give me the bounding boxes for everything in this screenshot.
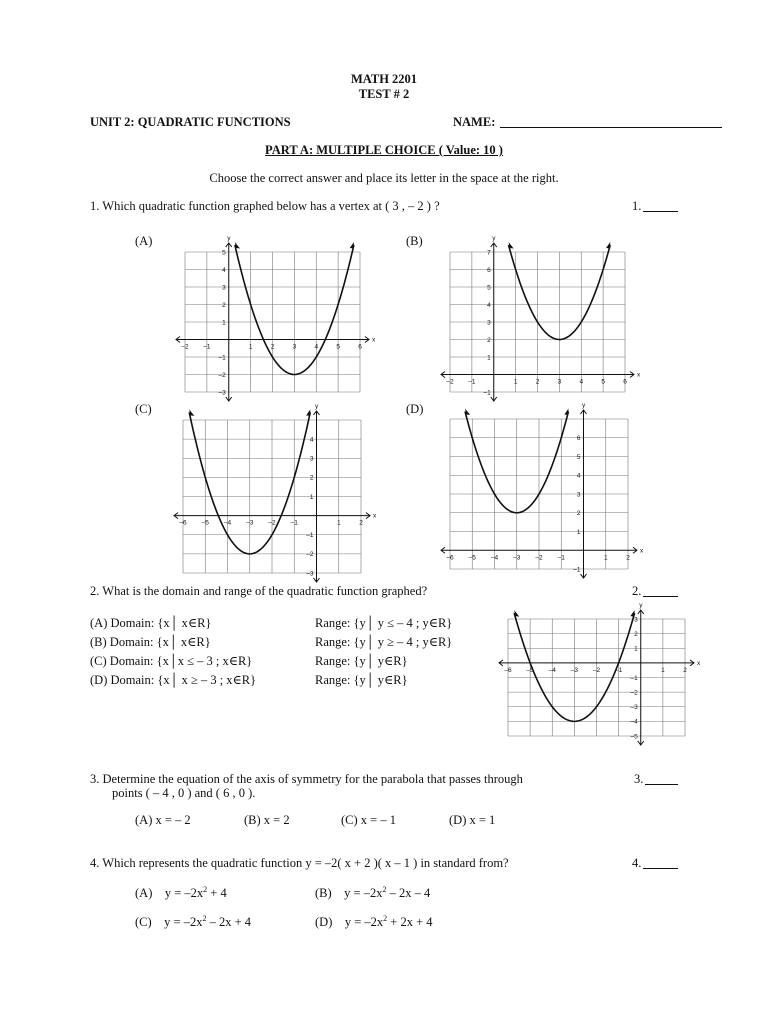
graph-a: [175, 235, 376, 400]
x-tick-label: –6: [504, 666, 512, 674]
parabola-arrow-right: [306, 409, 310, 416]
x-tick-label: –6: [179, 519, 187, 527]
option-a-label: (A): [135, 234, 153, 248]
answer-2-blank[interactable]: [643, 596, 678, 597]
option-d-label: (D): [406, 402, 424, 416]
y-tick-label: –1: [573, 566, 581, 574]
question-1-text: 1. Which quadratic function graphed below has a vertex at ( 3 , – 2 ) ?: [90, 199, 440, 213]
y-tick-label: 5: [576, 453, 581, 461]
instructions: Choose the correct answer and place its letter in the space at the right.: [209, 171, 559, 185]
course-title: MATH 2201: [350, 72, 418, 86]
x-tick-label: 2: [626, 554, 630, 562]
parabola-arrow-right: [350, 242, 354, 249]
q4-option-b-letter: (B): [315, 886, 332, 901]
q2-option-a-domain: (A) Domain: {x│ x∈R}: [90, 616, 212, 630]
y-tick-label: 3: [487, 319, 491, 327]
y-tick-label: 3: [309, 455, 314, 463]
x-tick-label: –5: [201, 519, 209, 527]
q4-option-c-exp: 2: [202, 914, 207, 923]
q4-option-a-exp: 2: [203, 885, 208, 894]
unit-title: UNIT 2: QUADRATIC FUNCTIONS: [90, 115, 291, 129]
question-2-text: 2. What is the domain and range of the quadratic function graphed?: [90, 584, 428, 598]
x-axis-label: x: [697, 659, 701, 667]
option-c-label: (C): [135, 402, 152, 416]
graph-b: [440, 235, 641, 400]
q2-option-b-range: Range: {y│ y ≥ – 4 ; y∈R}: [315, 635, 453, 649]
q2-option-b-domain: (B) Domain: {x│ x∈R}: [90, 635, 211, 649]
q4-option-b: [315, 885, 430, 901]
y-tick-label: 3: [634, 616, 638, 624]
x-axis-label: x: [640, 547, 644, 555]
x-tick-label: –4: [223, 519, 232, 527]
x-tick-label: 6: [623, 378, 627, 386]
y-tick-label: 2: [634, 630, 638, 638]
y-tick-label: 2: [487, 336, 491, 344]
graph-d: [440, 402, 644, 574]
x-tick-label: 4: [579, 378, 584, 386]
y-axis-label: y: [492, 235, 496, 242]
x-tick-label: 2: [359, 519, 363, 527]
x-tick-label: –4: [548, 666, 556, 674]
x-axis-label: x: [373, 512, 377, 520]
x-tick-label: 3: [557, 378, 562, 386]
y-tick-label: –3: [218, 389, 226, 397]
x-tick-label: 1: [513, 378, 518, 386]
q4-option-c-letter: (C): [135, 915, 152, 930]
x-axis-label: x: [372, 336, 376, 344]
x-tick-label: 3: [292, 343, 297, 351]
parabola-arrow-right: [606, 242, 610, 249]
q2-option-c-domain: (C) Domain: {x│x ≤ – 3 ; x∈R}: [90, 654, 253, 668]
q4-option-d: [315, 914, 433, 930]
q3-option-a: (A) x = – 2: [135, 813, 191, 827]
test-number: TEST # 2: [358, 87, 410, 101]
x-tick-label: –1: [203, 343, 211, 351]
y-tick-label: –3: [306, 570, 314, 578]
parabola-arrow-right: [630, 610, 634, 617]
answer-1-blank[interactable]: [643, 211, 678, 212]
answer-4-label: 4.: [632, 856, 642, 870]
y-tick-label: 2: [576, 510, 581, 518]
y-tick-label: 5: [222, 249, 226, 257]
q3-option-c: (C) x = – 1: [341, 813, 396, 827]
x-tick-label: –1: [290, 519, 298, 527]
y-tick-label: 4: [222, 266, 226, 274]
y-axis-label: y: [582, 402, 586, 409]
q4-option-c-eq-rest: – 2x + 4: [206, 915, 252, 930]
x-tick-label: –4: [490, 554, 499, 562]
q4-option-b-eq: y = –2x: [344, 886, 383, 901]
x-tick-label: –1: [557, 554, 565, 562]
part-a-title: PART A: MULTIPLE CHOICE ( Value: 10 ): [265, 143, 503, 157]
y-tick-label: –5: [630, 733, 638, 741]
y-tick-label: –1: [218, 354, 226, 362]
q2-option-d-domain: (D) Domain: {x│ x ≥ – 3 ; x∈R}: [90, 673, 257, 687]
graph-q2: [495, 600, 705, 745]
y-tick-label: 1: [634, 645, 638, 653]
x-tick-label: –1: [615, 666, 623, 674]
x-tick-label: 4: [314, 343, 319, 351]
y-tick-label: 6: [576, 435, 581, 443]
q4-option-b-eq-rest: – 2x – 4: [386, 886, 431, 901]
option-b-label: (B): [406, 234, 423, 248]
question-3-text: 3. Determine the equation of the axis of symmetry for the parabola that passes through: [90, 772, 523, 786]
y-tick-label: 1: [576, 528, 581, 536]
q4-option-d-eq-rest: + 2x + 4: [387, 915, 433, 930]
x-tick-label: 1: [336, 519, 341, 527]
q4-option-a: [135, 885, 227, 901]
q2-option-d-range: Range: {y│ y∈R}: [315, 673, 408, 687]
y-tick-label: 4: [309, 436, 314, 444]
y-tick-label: 2: [309, 474, 314, 482]
x-tick-label: 1: [661, 666, 665, 674]
y-tick-label: –1: [630, 674, 638, 682]
y-tick-label: –1: [483, 389, 491, 397]
answer-3-blank[interactable]: [645, 784, 678, 785]
answer-3-label: 3.: [634, 772, 644, 786]
question-4-text: 4. Which represents the quadratic function y = –2( x + 2 )( x – 1 ) in standard from?: [90, 856, 509, 870]
x-tick-label: –2: [446, 378, 454, 386]
x-tick-label: 5: [601, 378, 605, 386]
y-axis-label: y: [227, 235, 231, 242]
y-tick-label: 4: [487, 301, 491, 309]
y-tick-label: –2: [630, 689, 638, 697]
q4-option-a-letter: (A): [135, 886, 153, 901]
parabola-arrow-right: [564, 409, 568, 416]
x-axis-label: x: [637, 371, 641, 379]
x-tick-label: –2: [181, 343, 189, 351]
x-tick-label: –2: [268, 519, 276, 527]
x-tick-label: –2: [535, 554, 543, 562]
q2-option-c-range: Range: {y│ y∈R}: [315, 654, 408, 668]
graph-c: [175, 403, 377, 578]
answer-4-blank[interactable]: [643, 868, 678, 869]
x-tick-label: 1: [248, 343, 253, 351]
q3-option-d: (D) x = 1: [449, 813, 496, 827]
y-tick-label: 7: [487, 249, 491, 257]
answer-2-label: 2.: [632, 584, 642, 598]
x-tick-label: –6: [446, 554, 454, 562]
y-tick-label: 1: [222, 319, 226, 327]
answer-1-label: 1.: [632, 199, 642, 213]
y-tick-label: –2: [218, 371, 226, 379]
name-label: NAME:: [453, 115, 496, 129]
x-tick-label: –1: [468, 378, 476, 386]
q4-option-c-eq: y = –2x: [164, 915, 203, 930]
q3-option-b: (B) x = 2: [244, 813, 290, 827]
y-tick-label: 3: [222, 284, 226, 292]
x-tick-label: –3: [246, 519, 254, 527]
y-axis-label: y: [315, 403, 319, 410]
x-tick-label: 6: [358, 343, 362, 351]
y-tick-label: –1: [306, 532, 314, 540]
y-tick-label: –4: [630, 718, 638, 726]
x-tick-label: –5: [526, 666, 534, 674]
y-tick-label: 3: [576, 491, 581, 499]
y-tick-label: –2: [306, 551, 314, 559]
y-tick-label: 2: [222, 301, 226, 309]
y-tick-label: 1: [309, 493, 314, 501]
x-tick-label: –5: [468, 554, 476, 562]
y-tick-label: –3: [630, 704, 638, 712]
x-tick-label: –2: [592, 666, 601, 674]
x-tick-label: 1: [603, 554, 608, 562]
name-field[interactable]: [500, 127, 722, 128]
y-tick-label: 4: [576, 472, 581, 480]
y-axis-label: y: [639, 602, 643, 609]
y-tick-label: 5: [487, 284, 491, 292]
x-tick-label: 2: [270, 343, 275, 351]
y-tick-label: 1: [487, 354, 491, 362]
q2-option-a-range: Range: {y│ y ≤ – 4 ; y∈R}: [315, 616, 453, 630]
q4-option-a-eq: y = –2x: [164, 886, 204, 901]
x-tick-label: –3: [513, 554, 521, 562]
x-tick-label: 5: [336, 343, 340, 351]
q4-option-a-eq-rest: + 4: [207, 886, 227, 901]
q4-option-d-letter: (D): [315, 915, 333, 930]
y-tick-label: 6: [487, 266, 491, 274]
x-tick-label: 2: [535, 378, 540, 386]
q4-option-c: [135, 914, 251, 930]
q4-option-d-exp: 2: [383, 914, 388, 923]
x-tick-label: 2: [683, 666, 687, 674]
q4-option-d-eq: y = –2x: [344, 915, 384, 930]
x-tick-label: –3: [570, 666, 578, 674]
question-3-text-cont: points ( – 4 , 0 ) and ( 6 , 0 ).: [112, 786, 256, 800]
q4-option-b-exp: 2: [382, 885, 387, 894]
